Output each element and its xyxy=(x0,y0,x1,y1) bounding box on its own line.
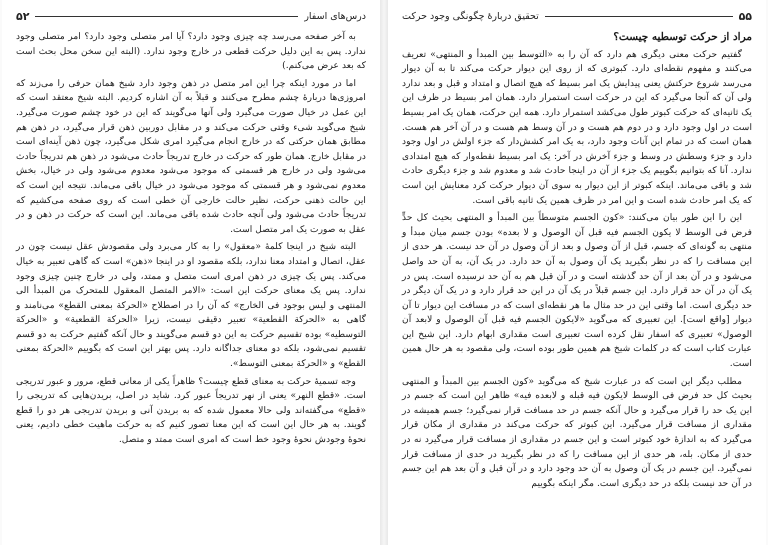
paragraph: گفتیم حرکت معنی دیگری هم دارد که آن را به «التوسط بین المبدأ و المنتهی» تعریف می‌کنند و مفهوم نقطه‌ای دارد. کبوتری که از روی این دیوار حرکت می‌کند تا به آن دیوار می‌رسد شروع حرکتش یعنی پیدایش یک امر بسیط که هیچ اتصال و امتداد و قبل و بعد ندارد ولی آن که آنجا می‌گیرد که این در حرکت است استمرار دارد. همان امر بسیط در ظرف این یک ثانیه‌ای که حرکت کبوتر طول می‌کشد استمرار دارد. همه این حرکت، همان یک امر بسیط است در اول وجود دارد و در دوم هم هست و در آن وسط هم هست و در آن آخر هم هست. همان است که در تمام این آنات وجود دارد، به یک امر کشش‌دار که جزء اولش در اول وجود دارد و جزء وسطش در وسط و جزء آخرش در آخر: یک امر بسیط نقطه‌وار که هیچ امتدادی ندارد. آنا که بتوانیم بگوییم یک جزء از آن در اینجا حادث شد و معدوم شد و جزء دیگری حادث شد و باقی می‌ماند. اینکه کبوتر از این دیوار به سوی آن دیوار حرکت کرد معنایش این است که یک امر حادث شده است و این امر در ظرف همین یک ثانیه باقی است. xyxy=(402,48,752,206)
paragraph: این را این طور بیان می‌کنند: «کون الجسم متوسطاً بین المبدأ و المنتهی بحیث کل حدٍّ فرض فی الوسط لا یکون الجسم فیه قبل آن الوصول و لا بعده» بودن جسم میان مبدأ و منتهی به گونه‌ای که جسم، قبل از آن وصول و بعد از آن وصول در آن حد نیست. هر حدی از این مسافت را که در نظر بگیرید یک آن وصول به آن حد دارد. در یک آن، به آن حد واصل می‌شود و در آن بعد از آن حد گذشته است و در آن قبل هم به آن حد نرسیده است. پس در یک آن در آن حد قرار دارد. این جسم قبلاً در یک آن در این حد قرار دارد و در یک آن دیگر در حد دیگری است. اما وقتی این در حد مثال ما هر نقطه‌ای است که در مسافت این دیوار تا آن دیوار [واقع است]. این تعبیری که می‌گوید «لایکون الجسم فیه قبل آن الوصول و لابعد آن الوصول» تعبیری که اسفار نقل کرده است تعبیری است مقداری ابهام دارد. این شیخ این عبارت کتاب است که در کلمات شیخ هم همین طور بوده است، ولی مقصود به هر حال همین است. xyxy=(402,212,752,370)
header-rule xyxy=(545,16,733,17)
left-running-title: درس‌های اسفار xyxy=(304,10,366,22)
paragraph: به آخر صفحه می‌رسد چه چیزی وجود دارد؟ آیا امر متصلی وجود دارد؟ امر متصلی وجود ندارد. پس به این دلیل حرکت قطعی در خارج وجود ندارد. (البته این سخن محل بحث است که بعد عرض می‌کنم.) xyxy=(16,31,366,72)
paragraph: مطلب دیگر این است که در عبارت شیخ که می‌گوید «کون الجسم بین المبدأ و المنتهی بحیث کل حد فرض فی الوسط لایکون فیه قبله و لابعده فیه» ظاهر این است که جسم در این یک حد را قرار می‌گیرد و حال آنکه جسم در حد مسافت قرار نمی‌گیرد؛ جسم همیشه در مقداری از مسافت قرار می‌گیرد. این کبوتر که حرکت می‌کند در مقداری از مکان قرار می‌گیرد که به اندازهٔ خود کبوتر است و این جسم در مقداری از مسافت قرار می‌گیرد نه در حدی از مکان. بله، هر حدی از این مسافت را که در نظر بگیرید در حدی از مسافت قرار نمی‌گیرد. این جسم در یک آن وصول به آن حد وجود دارد و در آن قبل و آن بعد هم این جسم در آن حد نیست بلکه در حد دیگری است. مگر اینکه بگوییم xyxy=(402,375,752,489)
paragraph: البته شیخ در اینجا کلمهٔ «معقول» را به کار می‌برد ولی مقصودش عقل نیست چون در عقل، اتصال و امتداد معنا ندارد، بلکه مقصود او در اینجا «ذهن» است که گاهی تعبیر به خیال می‌کند. پس یک چیزی در ذهن امری است متصل و ممتد، ولی در خارج چنین چیزی وجود ندارد. پس یک معنای حرکت این است: «الامر المتصل المعقول للمتحرک من المبدأ الی المنتهی و لیس بوجود فی الخارج» که آن را در اصطلاح «الحرکة بمعنی القطع» می‌نامند و گاهی به «الحرکة القطعیة» تعبیر دقیقی نیست، زیرا «الحرکة القطعیة» و «الحرکة التوسطیه» بوده تقسیم حرکت به این دو قسم می‌گویند و حال آنکه گفتیم حرکت به دو قسم تقسیم نمی‌شود، بلکه دو معنای جداگانه دارد. پس بهتر این است که بگوییم «الحرکة بمعنی القطع» و «الحرکة بمعنی التوسط». xyxy=(16,241,366,370)
header-rule xyxy=(35,16,298,17)
left-page-body xyxy=(16,30,366,448)
right-page-number: ۵۵ xyxy=(738,9,752,23)
paragraph: وجه تسمیهٔ حرکت به معنای قطع چیست؟ ظاهراً یکی از معانی قطع، مرور و عبور تدریجی است. «قطع النهر» یعنی از نهر تدریجاً عبور کرد. شاید در اصل، بریدن‌هایی که تدریجی را «قطع» می‌گفته‌اند ولی حالا معمول شده که به بریدن آنی و بریدن تدریجی هر دو را قطع گویند. به هر حال این است که این معنا تصور کنیم که به حرکت ماهیت خطی دادیم، یعنی نحوهٔ وجودش نحوهٔ وجود خط است که امری است ممتد و متصل. xyxy=(16,375,366,446)
section-heading: مراد از حرکت توسطیه چیست؟ xyxy=(613,31,752,43)
paragraph: اما در مورد اینکه چرا این امر متصل در ذهن وجود دارد شیخ همان حرفی را می‌زند که امروزی‌ها دربارهٔ چشم مطرح می‌کنند و قبلاً به آن اشاره کردیم. البته شیخ معتقد است که این عمل در خیال صورت می‌گیرد ولی آنها می‌گویند که این در خود چشم صورت می‌گیرد. شیخ می‌گوید شیء وقتی حرکت می‌کند و در مقابل دوربین ذهن قرار می‌گیرد، در ذهن هم مطابق همان حرکتی که در خارج انجام می‌گیرد امری شکل می‌گیرد، چون ذهن آینه‌ای است در مقابل خارج. همان طور که حرکت در خارج تدریجاً حادث می‌شود در ذهن هم تدریجاً حادث می‌شود ولی در خارج هر قسمتی که موجود می‌شود معدوم می‌شود ولی در خیال، بخش معدوم نمی‌شود و هر قسمتی که موجود می‌شود در خیال باقی می‌ماند. نتیجه این است که این حالت ذهنی حرکت، نظیر حالت خارجی آن خطی است که روی صفحه می‌کشیم که تدریجاً حادث می‌شود ولی آنچه حادث شده باقی می‌ماند. این است که حرکت در ذهن و در عقل به صورت یک امر متصل است. xyxy=(16,77,366,235)
left-page-header xyxy=(16,8,366,24)
book-gutter xyxy=(380,0,388,545)
right-page-body xyxy=(402,30,752,491)
left-page xyxy=(2,0,380,545)
left-page-number: ۵۲ xyxy=(16,9,30,23)
right-page-header xyxy=(402,8,752,24)
right-page xyxy=(388,0,766,545)
right-running-title: تحقیق دربارهٔ چگونگی وجود حرکت xyxy=(402,10,539,22)
